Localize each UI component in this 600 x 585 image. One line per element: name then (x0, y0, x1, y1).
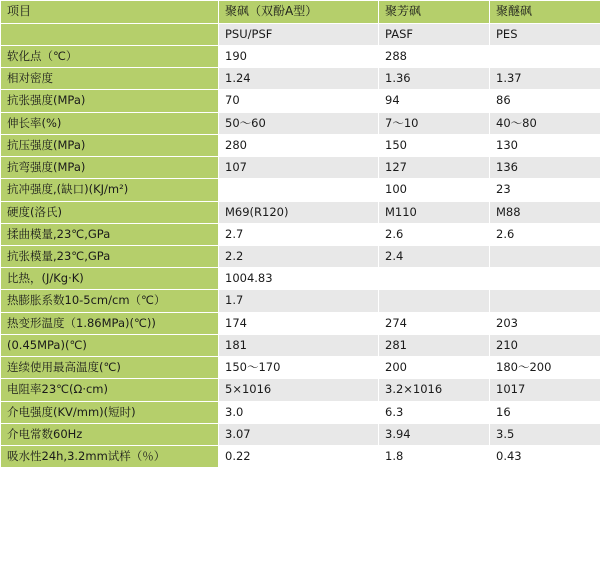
row-label: 介电强度(KV/mm)(短时) (1, 401, 219, 423)
row-label: 抗弯强度(MPa) (1, 157, 219, 179)
table-row (1, 201, 600, 223)
table-row (1, 379, 600, 401)
row-value-pes: 2.6 (490, 223, 600, 245)
row-value-psu: 50～60 (219, 112, 379, 134)
row-label: 抗张强度(MPa) (1, 90, 219, 112)
row-value-pes (490, 46, 600, 68)
row-value-pes: 40～80 (490, 112, 600, 134)
subheader-cell-empty (1, 23, 219, 45)
row-value-pasf: 2.6 (379, 223, 490, 245)
row-value-pes (490, 245, 600, 267)
table-row (1, 423, 600, 445)
row-value-psu: 3.0 (219, 401, 379, 423)
row-value-pasf: 7～10 (379, 112, 490, 134)
row-value-pasf: 1.8 (379, 445, 490, 467)
row-value-pasf (379, 268, 490, 290)
table-row (1, 46, 600, 68)
row-value-pes: 16 (490, 401, 600, 423)
row-value-psu: 5×1016 (219, 379, 379, 401)
row-value-psu (219, 179, 379, 201)
row-label: 热变形温度（1.86MPa)(℃)) (1, 312, 219, 334)
row-value-pasf: 150 (379, 134, 490, 156)
row-value-pasf: 2.4 (379, 245, 490, 267)
header-cell-pes: 聚醚砜 (490, 1, 600, 24)
subheader-cell-pasf: PASF (379, 23, 490, 45)
row-label: 热膨胀系数10-5cm/cm（℃） (1, 290, 219, 312)
row-label: 吸水性24h,3.2mm试样（％） (1, 445, 219, 467)
row-value-pes: 0.43 (490, 445, 600, 467)
row-value-pes: 130 (490, 134, 600, 156)
subheader-cell-pes: PES (490, 23, 600, 45)
table-subheader-row (1, 23, 600, 45)
row-label: 软化点（℃） (1, 46, 219, 68)
row-value-pasf: 100 (379, 179, 490, 201)
row-value-psu: 0.22 (219, 445, 379, 467)
row-value-pes (490, 268, 600, 290)
row-label: 抗压强度(MPa) (1, 134, 219, 156)
table-row (1, 68, 600, 90)
row-value-pasf: 274 (379, 312, 490, 334)
row-value-pes: 203 (490, 312, 600, 334)
header-cell-psu: 聚砜（双酚A型） (219, 1, 379, 24)
row-value-pasf: 6.3 (379, 401, 490, 423)
row-value-pasf: 94 (379, 90, 490, 112)
row-value-pes: 1.37 (490, 68, 600, 90)
table-row (1, 357, 600, 379)
row-value-pasf: 281 (379, 334, 490, 356)
row-label: 相对密度 (1, 68, 219, 90)
row-value-psu: 190 (219, 46, 379, 68)
row-value-psu: 1004.83 (219, 268, 379, 290)
table-row (1, 290, 600, 312)
row-value-psu: 107 (219, 157, 379, 179)
table-row (1, 112, 600, 134)
table-row (1, 401, 600, 423)
row-value-pasf: 3.94 (379, 423, 490, 445)
row-value-pasf: 200 (379, 357, 490, 379)
table-header-row (1, 1, 600, 24)
row-value-pasf: M110 (379, 201, 490, 223)
table-row (1, 179, 600, 201)
row-value-pes: 23 (490, 179, 600, 201)
row-value-psu: 2.7 (219, 223, 379, 245)
row-value-psu: 1.7 (219, 290, 379, 312)
row-value-psu: 181 (219, 334, 379, 356)
table-row (1, 312, 600, 334)
row-value-pasf: 3.2×1016 (379, 379, 490, 401)
row-label: 揉曲模量,23℃,GPa (1, 223, 219, 245)
row-value-psu: 2.2 (219, 245, 379, 267)
row-value-pasf: 1.36 (379, 68, 490, 90)
table-row (1, 334, 600, 356)
table-row (1, 90, 600, 112)
row-value-psu: 70 (219, 90, 379, 112)
row-value-pes: 180～200 (490, 357, 600, 379)
row-value-psu: 1.24 (219, 68, 379, 90)
row-value-psu: M69(R120) (219, 201, 379, 223)
header-cell-pasf: 聚芳砜 (379, 1, 490, 24)
row-label: 介电常数60Hz (1, 423, 219, 445)
table-body (1, 1, 600, 468)
row-value-pes: 210 (490, 334, 600, 356)
header-cell-item: 项目 (1, 1, 219, 24)
row-value-pes: 86 (490, 90, 600, 112)
row-label: 电阻率23℃(Ω·cm) (1, 379, 219, 401)
row-value-pes: 136 (490, 157, 600, 179)
table-row (1, 445, 600, 467)
table-row (1, 245, 600, 267)
row-label: (0.45MPa)(℃) (1, 334, 219, 356)
row-label: 伸长率(%) (1, 112, 219, 134)
row-value-pasf: 288 (379, 46, 490, 68)
row-value-pes (490, 290, 600, 312)
subheader-cell-psu: PSU/PSF (219, 23, 379, 45)
table-row (1, 223, 600, 245)
row-value-pes: 3.5 (490, 423, 600, 445)
row-value-psu: 280 (219, 134, 379, 156)
row-label: 硬度(洛氏) (1, 201, 219, 223)
row-value-pes: M88 (490, 201, 600, 223)
table-row (1, 134, 600, 156)
row-value-psu: 174 (219, 312, 379, 334)
row-value-psu: 150～170 (219, 357, 379, 379)
row-label: 比热，(J/Kg·K) (1, 268, 219, 290)
table-row (1, 268, 600, 290)
row-value-pes: 1017 (490, 379, 600, 401)
row-label: 抗张模量,23℃,GPa (1, 245, 219, 267)
table-row (1, 157, 600, 179)
row-value-pasf (379, 290, 490, 312)
row-label: 抗冲强度,(缺口)(KJ/m²) (1, 179, 219, 201)
row-value-psu: 3.07 (219, 423, 379, 445)
row-value-pasf: 127 (379, 157, 490, 179)
row-label: 连续使用最高温度(℃) (1, 357, 219, 379)
